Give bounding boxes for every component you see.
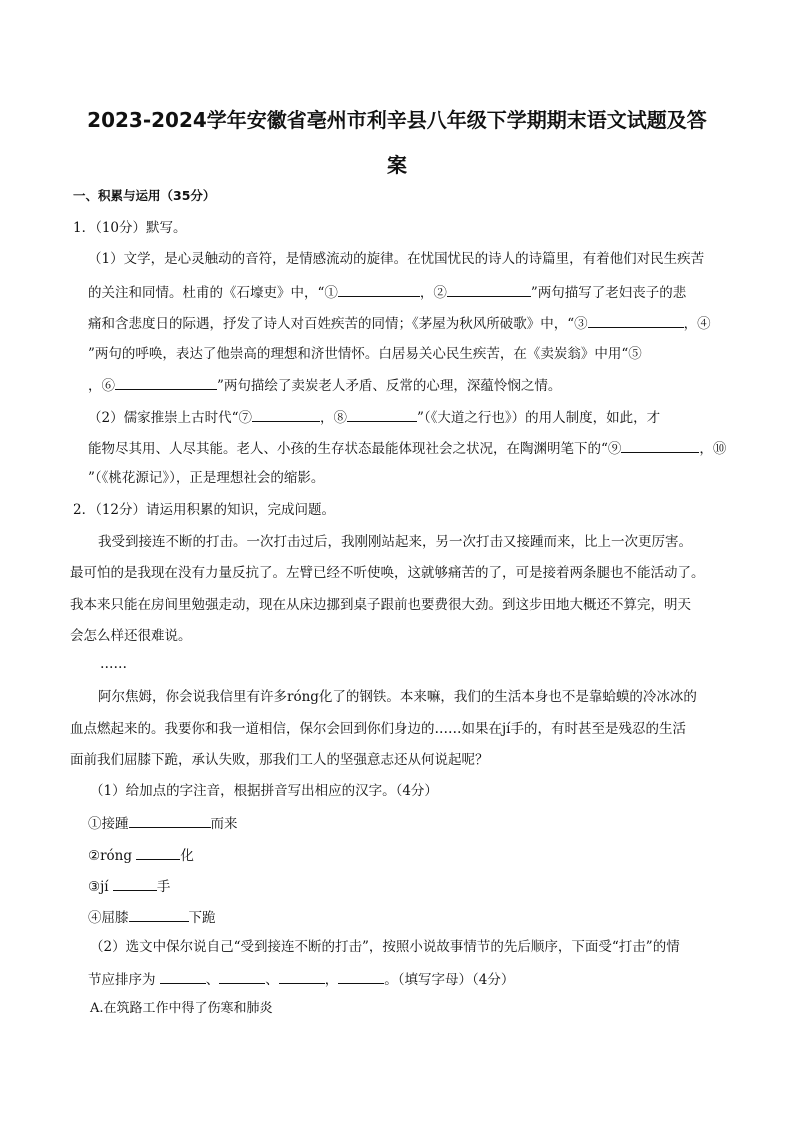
answer-blank[interactable]	[279, 969, 325, 984]
question-2-heading: 2．（12分）请运用积累的知识，完成问题。	[73, 502, 336, 518]
passage-line: 血点燃起来的。我要你和我一道相信，保尔会回到你们身边的……如果在jí手的，有时甚至是残忍的生活	[70, 721, 687, 737]
sub-question-2-text: （2）选文中保尔说自己“受到接连不断的打击”，按照小说故事情节的先后顺序，下面受“打击”的情	[90, 939, 680, 955]
sub-question-2-text: 节应排序为 、 、 ， 。（填写字母）（4分）	[88, 969, 514, 989]
option-a: A.在筑路工作中得了伤寒和肺炎	[90, 1001, 273, 1016]
sub-question-1-heading: （1）给加点的字注音，根据拼音写出相应的汉字。（4分）	[90, 783, 438, 799]
answer-blank[interactable]	[219, 969, 265, 984]
passage-line: 我本来只能在房间里勉强走动，现在从床边挪到桌子跟前也要费很大劲。到这步田地大概还不算完，明天	[70, 597, 691, 613]
page-title-continued: 案	[387, 153, 407, 177]
passage-line: 会怎么样还很难说。	[70, 628, 192, 644]
passage-line: 我受到接连不断的打击。一次打击过后，我刚刚站起来，另一次打击又接踵而来，比上一次更厉害。	[98, 534, 692, 550]
answer-blank[interactable]	[129, 907, 189, 922]
answer-blank-7[interactable]	[252, 407, 320, 422]
question-1-text-line: ，⑥ ”两句描绘了卖炭老人矛盾、反常的心理，深蕴怜悯之情。	[88, 375, 561, 395]
answer-blank-6[interactable]	[115, 375, 217, 390]
answer-blank-1[interactable]	[338, 282, 420, 297]
sub-question-item: ③jí 手	[88, 876, 170, 896]
answer-blank[interactable]	[113, 876, 157, 891]
answer-blank[interactable]	[136, 845, 180, 860]
question-1-heading: 1．（10分）默写。	[73, 220, 187, 236]
passage-line: 阿尔焦姆，你会说我信里有许多róng化了的钢铁。本来嘛，我们的生活本身也不是靠蛤蟆的冷冰冰的	[98, 689, 697, 705]
question-1-text-line: ”两句的呼唤，表达了他崇高的理想和济世情怀。白居易关心民生疾苦，在《卖炭翁》中用“⑤	[88, 346, 642, 362]
answer-blank[interactable]	[338, 969, 384, 984]
question-1-text-line: （2）儒家推崇上古时代“⑦ ，⑧ ”（《大道之行也》）的用人制度，如此，才	[88, 407, 660, 427]
answer-blank-3[interactable]	[588, 313, 684, 328]
question-1-text-line: 能物尽其用、人尽其能。老人、小孩的生存状态最能体现社会之状况，在陶渊明笔下的“⑨ ，⑩	[88, 438, 726, 458]
sub-question-item: ②róng 化	[88, 845, 194, 865]
answer-blank[interactable]	[160, 969, 206, 984]
answer-blank[interactable]	[129, 813, 211, 828]
page-title: 2023-2024学年安徽省亳州市利辛县八年级下学期期末语文试题及答	[87, 108, 707, 132]
question-1-text-line: ”（《桃花源记》），正是理想社会的缩影。	[88, 470, 325, 486]
sub-question-item: ④屈膝 下跪	[88, 907, 216, 927]
passage-ellipsis: ……	[100, 656, 127, 672]
question-1-text-line: 的关注和同情。杜甫的《石壕吏》中，“① ，② ”两句描写了老妇丧子的悲	[88, 282, 686, 302]
answer-blank-9[interactable]	[621, 438, 699, 453]
section-heading: 一、积累与运用（35分）	[73, 188, 216, 203]
sub-question-item: ①接踵 而来	[88, 813, 238, 833]
passage-line: 最可怕的是我现在没有力量反抗了。左臂已经不听使唤，这就够痛苦的了，可是接着两条腿也不能活动了。	[70, 565, 705, 581]
answer-blank-2[interactable]	[447, 282, 531, 297]
question-1-text-line: 痛和含悲度日的际遇，抒发了诗人对百姓疾苦的同情；《茅屋为秋风所破歌》中，“③ ，④	[88, 313, 711, 333]
passage-line: 面前我们屈膝下跪，承认失败，那我们工人的坚强意志还从何说起呢？	[70, 752, 489, 768]
question-1-text-line: （1）文学，是心灵触动的音符，是情感流动的旋律。在忧国忧民的诗人的诗篇里，有着他们对民生疾苦	[88, 251, 705, 267]
answer-blank-8[interactable]	[347, 407, 417, 422]
